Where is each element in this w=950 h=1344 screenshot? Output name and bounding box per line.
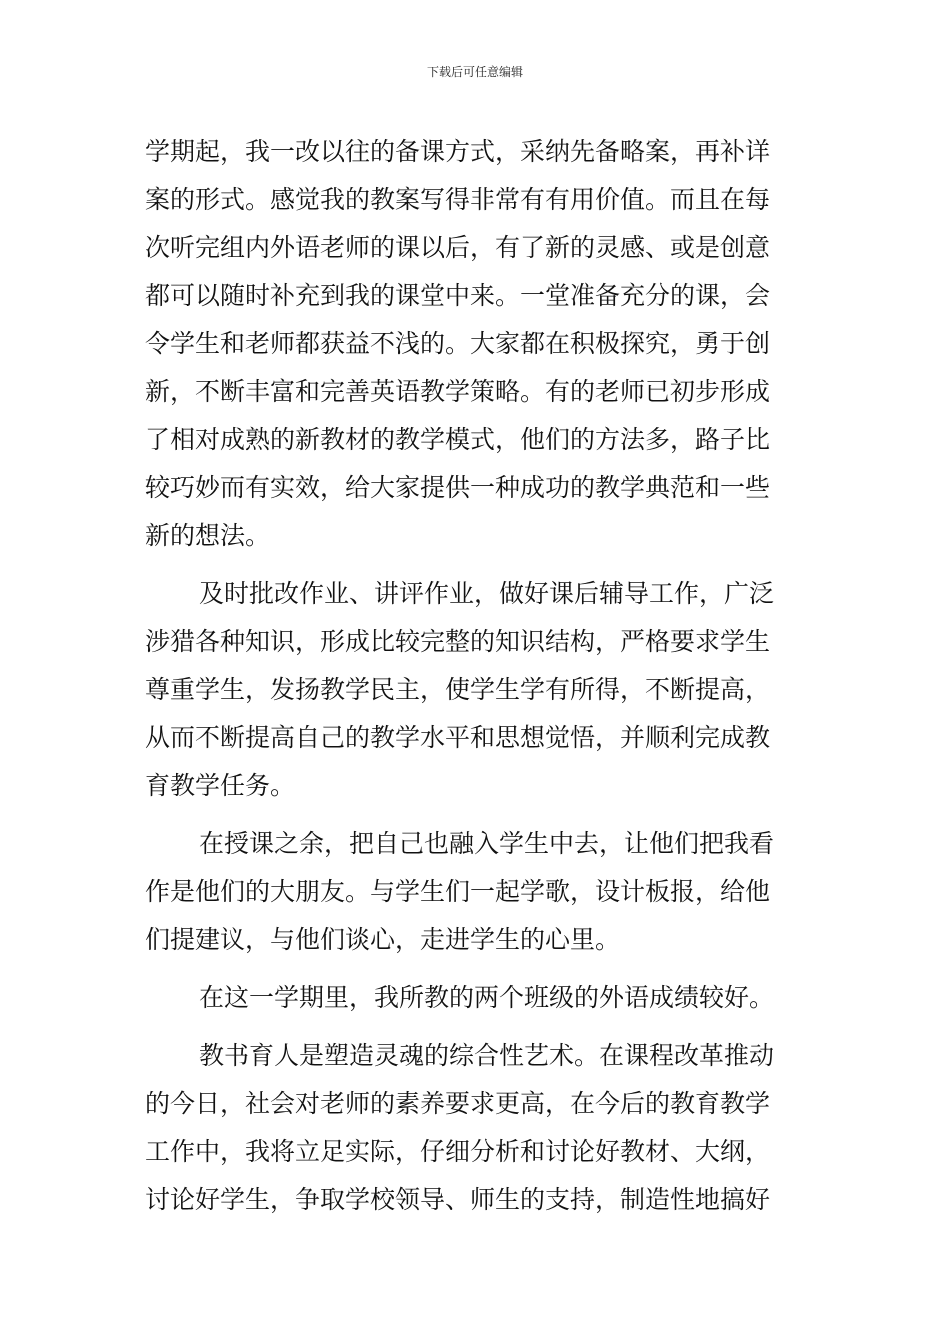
text-line: 新的想法。 (145, 521, 271, 550)
text-line: 令学生和老师都获益不浅的。大家都在积极探究，勇于创 (145, 329, 771, 358)
paragraph-2 (145, 570, 809, 810)
paragraph-1 (145, 128, 809, 560)
text-line: 在授课之余，把自己也融入学生中去，让他们把我看 (199, 829, 775, 858)
text-line: 作是他们的大朋友。与学生们一起学歌，设计板报，给他 (145, 877, 771, 906)
text-line: 从而不断提高自己的教学水平和思想觉悟，并顺利完成教 (145, 723, 771, 752)
text-line: 教书育人是塑造灵魂的综合性艺术。在课程改革推动 (199, 1041, 775, 1070)
text-line: 都可以随时补充到我的课堂中来。一堂准备充分的课，会 (145, 281, 771, 310)
text-line: 新，不断丰富和完善英语教学策略。有的老师已初步形成 (145, 377, 771, 406)
text-line: 的今日，社会对老师的素养要求更高，在今后的教育教学 (145, 1089, 771, 1118)
document-body (145, 128, 809, 1224)
text-line: 次听完组内外语老师的课以后，有了新的灵感、或是创意 (145, 233, 771, 262)
text-line: 了相对成熟的新教材的教学模式，他们的方法多，路子比 (145, 425, 771, 454)
text-line: 讨论好学生，争取学校领导、师生的支持，制造性地搞好 (145, 1185, 771, 1214)
text-line: 案的形式。感觉我的教案写得非常有有用价值。而且在每 (145, 185, 771, 214)
text-line: 工作中，我将立足实际，仔细分析和讨论好教材、大纲， (145, 1137, 771, 1166)
text-line: 们提建议，与他们谈心，走进学生的心里。 (145, 925, 621, 954)
text-line: 在这一学期里，我所教的两个班级的外语成绩较好。 (199, 983, 775, 1012)
paragraph-4 (145, 974, 809, 1022)
paragraph-5 (145, 1032, 809, 1224)
text-line: 及时批改作业、讲评作业，做好课后辅导工作，广泛 (199, 579, 775, 608)
text-line: 育教学任务。 (145, 771, 296, 800)
page-header: 下载后可任意编辑 (426, 65, 523, 79)
text-line: 尊重学生，发扬教学民主，使学生学有所得，不断提高， (145, 675, 771, 704)
text-line: 较巧妙而有实效，给大家提供一种成功的教学典范和一些 (145, 473, 771, 502)
paragraph-3 (145, 820, 809, 964)
text-line: 学期起，我一改以往的备课方式，采纳先备略案，再补详 (145, 137, 771, 166)
text-line: 涉猎各种知识，形成比较完整的知识结构，严格要求学生 (145, 627, 771, 656)
